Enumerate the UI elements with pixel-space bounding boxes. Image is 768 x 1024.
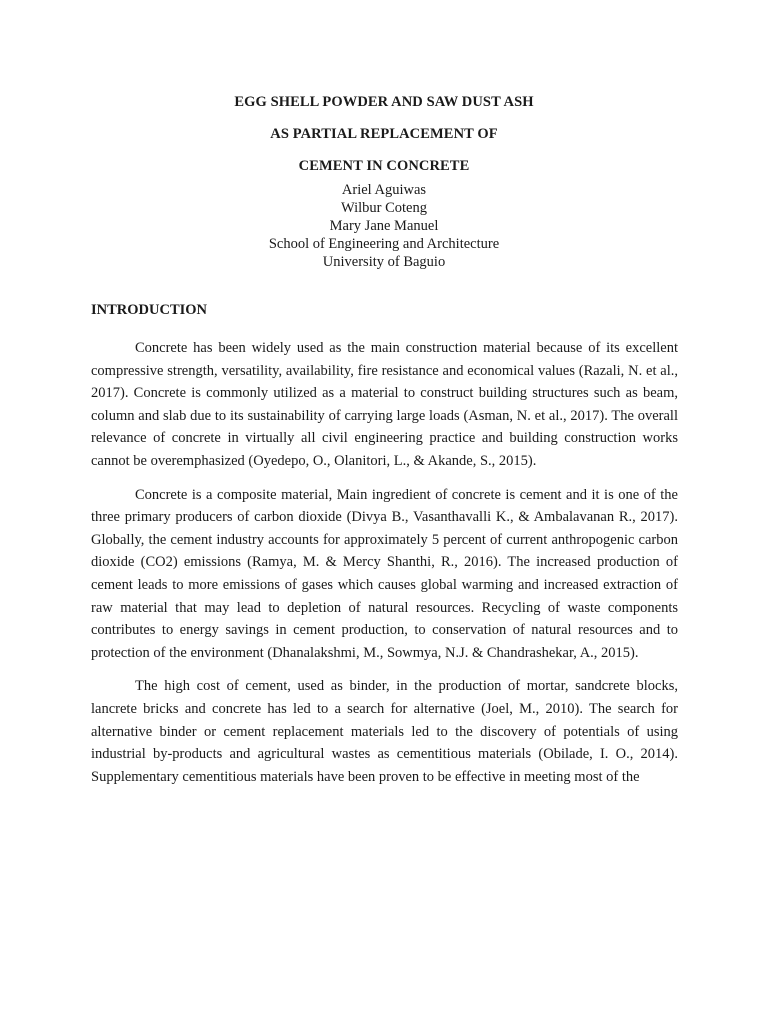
author-block <box>0 181 768 271</box>
affiliation-university: University of Baguio <box>322 254 446 270</box>
author-name: Ariel Aguiwas <box>341 182 427 198</box>
affiliation-school: School of Engineering and Architecture <box>268 236 500 252</box>
author-name: Mary Jane Manuel <box>329 218 439 234</box>
title-line-3: CEMENT IN CONCRETE <box>298 158 470 174</box>
section-heading-introduction: INTRODUCTION <box>91 302 208 318</box>
title-line-1: EGG SHELL POWDER AND SAW DUST ASH <box>234 94 534 110</box>
paragraph-2: Concrete is a composite material, Main ingredient of concrete is cement and it is one of the three primary producers of carbon dioxide (Divya B., Vasanthavalli K., & Ambalavanan R., 2017). Globally, the cement industry accounts for approximately 5 percent of current anthropogenic carbon dioxide (CO2) emissions (Ramya, M. & Mercy Shanthi, R., 2016). The increased production of cement leads to more emissions of gases which causes global warming and increased extraction of raw material that may lead to depletion of natural resources. Recycling of waste components contributes to energy savings in cement production, to conservation of natural resources and to protection of the environment (Dhanalakshmi, M., Sowmya, N.J. & Chandrashekar, A., 2015). <box>91 486 678 661</box>
paragraph-1: Concrete has been widely used as the main construction material because of its excellent compressive strength, versatility, availability, fire resistance and economical values (Razali, N. et al., 2017). Concrete is commonly utilized as a material to construct building structures such as beam, column and slab due to its sustainability of carrying large loads (Asman, N. et al., 2017). The overall relevance of concrete in virtually all civil engineering practice and building construction works cannot be overemphasized (Oyedepo, O., Olanitori, L., & Akande, S., 2015). <box>91 340 678 469</box>
introduction-body <box>91 337 678 799</box>
paragraph-3: The high cost of cement, used as binder, in the production of mortar, sandcrete blocks, lancrete bricks and concrete has led to a search for alternative (Joel, M., 2010). The search for alternative binder or cement replacement materials led to the discovery of potentials of using industrial by-products and agricultural wastes as cementitious materials (Obilade, I. O., 2014). Supplementary cementitious materials have been proven to be effective in meeting most of the <box>91 678 678 785</box>
title-line-2: AS PARTIAL REPLACEMENT OF <box>270 126 498 142</box>
paper-title <box>0 94 768 190</box>
author-name: Wilbur Coteng <box>340 200 427 216</box>
